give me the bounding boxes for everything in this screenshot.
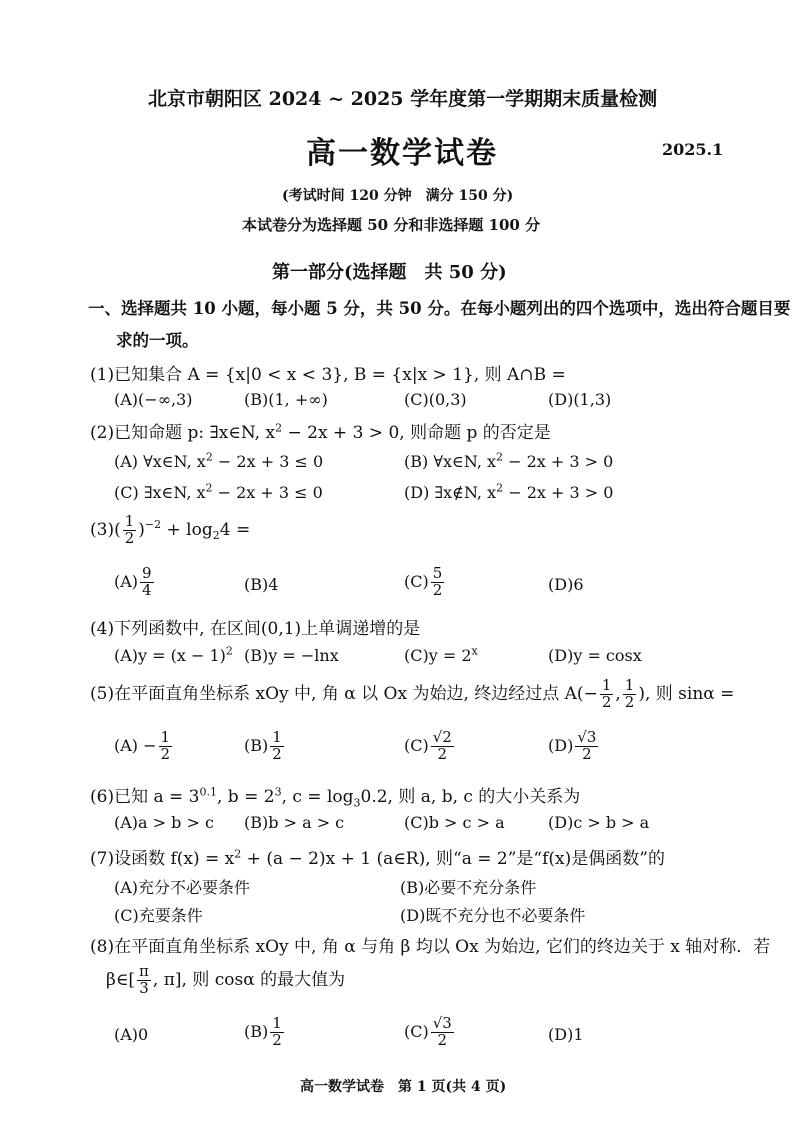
question-6-option-b: (B)b > a > c [244,813,345,832]
question-3-option-c: (C) $\frac{5}{2}$ [404,564,443,599]
question-3-option-a: (A) $\frac{9}{4}$ [114,564,152,599]
question-8-stem-line2: β∈[ $\frac{\pi}{3}$ , π], 则 cosα 的最大值为 [106,962,346,997]
question-6-option-c: (C)b > c > a [404,813,505,832]
question-8-option-d: (D)1 [548,1025,584,1044]
question-5-option-d: (D) $\frac{√3}{2}$ [548,728,597,763]
part-title: 第一部分(选择题 共 50 分) [272,262,507,283]
exam-date: 2025.1 [662,140,724,159]
page-footer: 高一数学试卷 第 1 页(共 4 页) [300,1079,507,1095]
question-6-stem: (6)已知 $a = 3^{0.1}$, $b = 2^3$, $c = \log_30.2$, 则 a, b, c 的大小关系为 [90,785,581,810]
question-8-option-b: (B) $\frac{1}{2}$ [244,1014,282,1049]
question-2-option-d: (D) ∃x∉N, $x^2 - 2x + 3 > 0$ [404,481,614,502]
section-heading-line2: 求的一项。 [116,331,199,350]
question-6-option-d: (D)c > b > a [548,813,650,832]
question-3-option-d: (D)6 [548,575,584,594]
question-7-option-d: (D)既不充分也不必要条件 [400,906,586,925]
question-4-option-a: $(A)y = (x - 1)^2$ [114,644,233,665]
question-8-option-a: (A)0 [114,1025,149,1044]
question-6-option-a: (A)a > b > c [114,813,214,832]
question-1-stem: (1)已知集合 A = {x|0 < x < 3}, B = {x|x > 1}, 则 A∩B = [90,365,566,385]
question-3-option-b: (B)4 [244,575,279,594]
score-note: 本试卷分为选择题 50 分和非选择题 100 分 [242,216,541,234]
question-1-option-c: (C)(0,3) [404,390,467,409]
question-4-option-d: (D)y = cosx [548,646,642,665]
question-5-stem: (5)在平面直角坐标系 xOy 中, 角 α 以 Ox 为始边, 终边经过点 A(− $\frac{1}{2}$ , $\frac{1}{2}$ ), 则 sinα = [90,676,735,711]
exam-title: 北京市朝阳区 2024 ~ 2025 学年度第一学期期末质量检测 [148,88,658,110]
question-7-option-a: (A)充分不必要条件 [114,878,251,897]
question-2-option-b: (B) ∀x∈N, $x^2 - 2x + 3 > 0$ [404,450,614,471]
question-1-option-a: (A)(−∞,3) [114,390,193,409]
question-4-stem: (4)下列函数中, 在区间(0,1)上单调递增的是 [90,619,421,639]
question-3-stem: (3)( $\frac{1}{2}$ )$^{-2} + \log_24$ = [90,512,251,547]
question-7-option-c: (C)充要条件 [114,906,203,925]
exam-info: (考试时间 120 分钟 满分 150 分) [282,188,514,204]
question-2-stem: (2)已知命题 p: ∃x∈N, $x^2 - 2x + 3 > 0$, 则命题 p 的否定是 [90,421,551,443]
question-2-option-a: (A) ∀x∈N, $x^2 - 2x + 3 \le 0$ [114,450,324,471]
main-title: 高一数学试卷 [306,136,498,171]
question-8-stem: (8)在平面直角坐标系 xOy 中, 角 α 与角 β 均以 Ox 为始边, 它们的终边关于 x 轴对称．若 [90,937,771,957]
question-7-stem: (7)设函数 $f(x) = x^2 + (a - 2)x + 1$ (a∈R), 则“a = 2”是“f(x)是偶函数”的 [90,847,665,869]
question-4-option-c: $(C)y = 2^x$ [404,644,478,665]
question-5-option-c: (C) $\frac{√2}{2}$ [404,728,452,763]
question-7-option-b: (B)必要不充分条件 [400,878,537,897]
question-8-option-c: (C) $\frac{√3}{2}$ [404,1014,452,1049]
question-1-option-b: (B)(1, +∞) [244,390,328,409]
question-5-option-a: (A) − $\frac{1}{2}$ [114,728,171,763]
question-5-option-b: (B) $\frac{1}{2}$ [244,728,282,763]
question-4-option-b: (B)y = −lnx [244,646,339,665]
question-2-option-c: (C) ∃x∈N, $x^2 - 2x + 3 \le 0$ [114,481,323,502]
question-1-option-d: (D)(1,3) [548,390,612,409]
section-heading-line1: 一、选择题共 10 小题，每小题 5 分，共 50 分。在每小题列出的四个选项中，选出符合题目要 [88,299,791,318]
